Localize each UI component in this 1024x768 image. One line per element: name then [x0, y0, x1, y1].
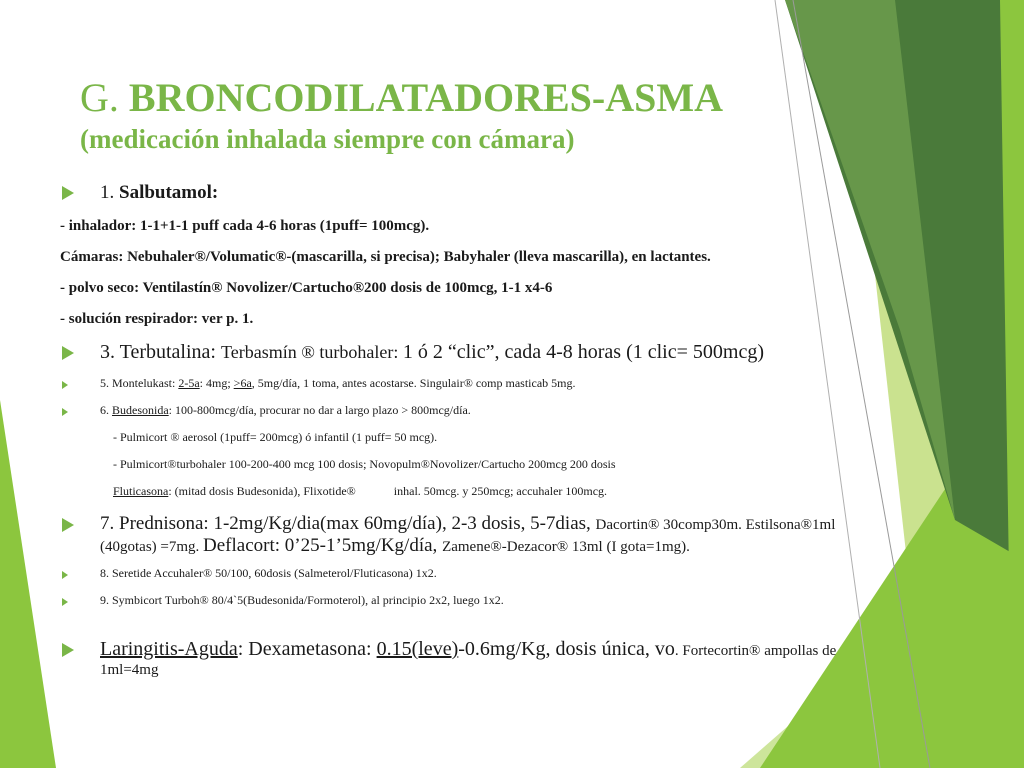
fluticasona-inhal: inhal. 50mcg. y 250mcg; accuhaler 100mcg.	[393, 484, 608, 498]
salb-line-2: Cámaras: Nebuhaler®/Volumatic®-(mascarilla, si precisa); Babyhaler (lleva mascarilla), en lactantes.	[60, 249, 711, 265]
deflacort-brands: Zamene®-Dezacor® 13ml (I gota=1mg).	[442, 539, 690, 555]
bullet-arrow-icon	[62, 571, 68, 579]
terbutalina-dose: 1 ó 2 “clic”, cada 4-8 horas (1 clic= 500mcg)	[402, 341, 764, 363]
fortecortin-text: . Fortecortin® ampollas de	[674, 643, 837, 659]
left-lime-shard	[0, 400, 56, 768]
subtitle: (medicación inhalada siempre con cámara)	[80, 124, 575, 154]
bullet-arrow-icon	[62, 518, 74, 532]
bullet-prednisona	[60, 513, 940, 557]
fortecortin-concentration: 1ml=4mg	[100, 662, 159, 678]
salbutamol-num: 1.	[100, 182, 119, 203]
budesonida-dose: : 100-800mcg/día, procurar no dar a largo plazo > 800mcg/día.	[168, 403, 471, 417]
bullet-terbutalina	[60, 341, 940, 367]
bullet-arrow-icon	[62, 643, 74, 657]
bullet-arrow-icon	[62, 186, 74, 200]
bullet-arrow-icon	[62, 598, 68, 606]
fluticasona-name: Fluticasona	[113, 484, 169, 498]
title-main: BRONCODILATADORES-ASMA	[128, 75, 724, 120]
bullet-salbutamol	[60, 182, 940, 208]
montelukast-dose-2: , 5mg/día, 1 toma, antes acostarse. Singulair® comp masticab 5mg.	[251, 376, 576, 390]
montelukast-age-1: 2-5a	[178, 376, 200, 390]
title-line	[80, 75, 724, 120]
budesonida-name: Budesonida	[112, 403, 169, 417]
deflacort-dose: 0’25-1’5mg/Kg/día,	[284, 535, 443, 556]
bullet-montelukast	[60, 376, 940, 393]
prednisona-drops: (40gotas) =7mg.	[100, 539, 204, 555]
bullet-laringitis	[60, 638, 940, 682]
laringitis-drug: : Dexametasona:	[237, 638, 377, 660]
budesonida-num: 6.	[100, 403, 112, 417]
deflacort-label: Deflacort:	[203, 535, 285, 556]
salbutamol-label: Salbutamol:	[119, 182, 219, 203]
bullet-budesonida	[60, 403, 940, 420]
terbutalina-brand: Terbasmín ® turbohaler:	[220, 342, 403, 362]
salb-line-4: - solución respirador: ver p. 1.	[60, 311, 254, 327]
montelukast-name: 5. Montelukast:	[100, 376, 179, 390]
salb-line-1: - inhalador: 1-1+1-1 puff cada 4-6 horas (1puff= 100mcg).	[60, 218, 430, 234]
laringitis-label: Laringitis-Aguda	[100, 638, 238, 660]
budesonida-sub-2: - Pulmicort®turbohaler 100-200-400 mcg 100 dosis; Novopulm®Novolizer/Cartucho 200mcg 200 dosis	[113, 457, 616, 471]
symbicort-text: 9. Symbicort Turboh® 80/4`5(Budesonida/Formoterol), al principio 2x2, luego 1x2.	[100, 593, 504, 607]
prednisona-brands: Dacortin® 30comp30m. Estilsona®1ml	[595, 517, 836, 533]
bullet-arrow-icon	[62, 346, 74, 360]
prednisona-dose: 7. Prednisona: 1-2mg/Kg/dia(max 60mg/día), 2-3 dosis, 5-7dias,	[100, 513, 596, 534]
terbutalina-name: 3. Terbutalina:	[100, 341, 221, 363]
bullet-arrow-icon	[62, 408, 68, 416]
laringitis-dose-low: 0.15(leve)	[376, 638, 459, 660]
seretide-text: 8. Seretide Accuhaler® 50/100, 60dosis (Salmeterol/Fluticasona) 1x2.	[100, 566, 437, 580]
fluticasona-line	[60, 484, 940, 501]
fluticasona-info: : (mitad dosis Budesonida), Flixotide®	[168, 484, 356, 498]
laringitis-dose: -0.6mg/Kg, dosis única, vo	[458, 638, 675, 660]
montelukast-dose-1: : 4mg;	[199, 376, 234, 390]
bullet-arrow-icon	[62, 381, 68, 389]
slide-content	[60, 182, 940, 682]
bullet-symbicort	[60, 593, 940, 610]
montelukast-age-2: >6a	[233, 376, 252, 390]
salb-line-3: - polvo seco: Ventilastín® Novolizer/Cartucho®200 dosis de 100mcg, 1-1 x4-6	[60, 280, 553, 296]
slide-title	[80, 75, 724, 154]
budesonida-sub-1: - Pulmicort ® aerosol (1puff= 200mcg) ó infantil (1 puff= 50 mcg).	[113, 430, 438, 444]
title-prefix: G.	[80, 75, 129, 120]
bullet-seretide	[60, 566, 940, 583]
